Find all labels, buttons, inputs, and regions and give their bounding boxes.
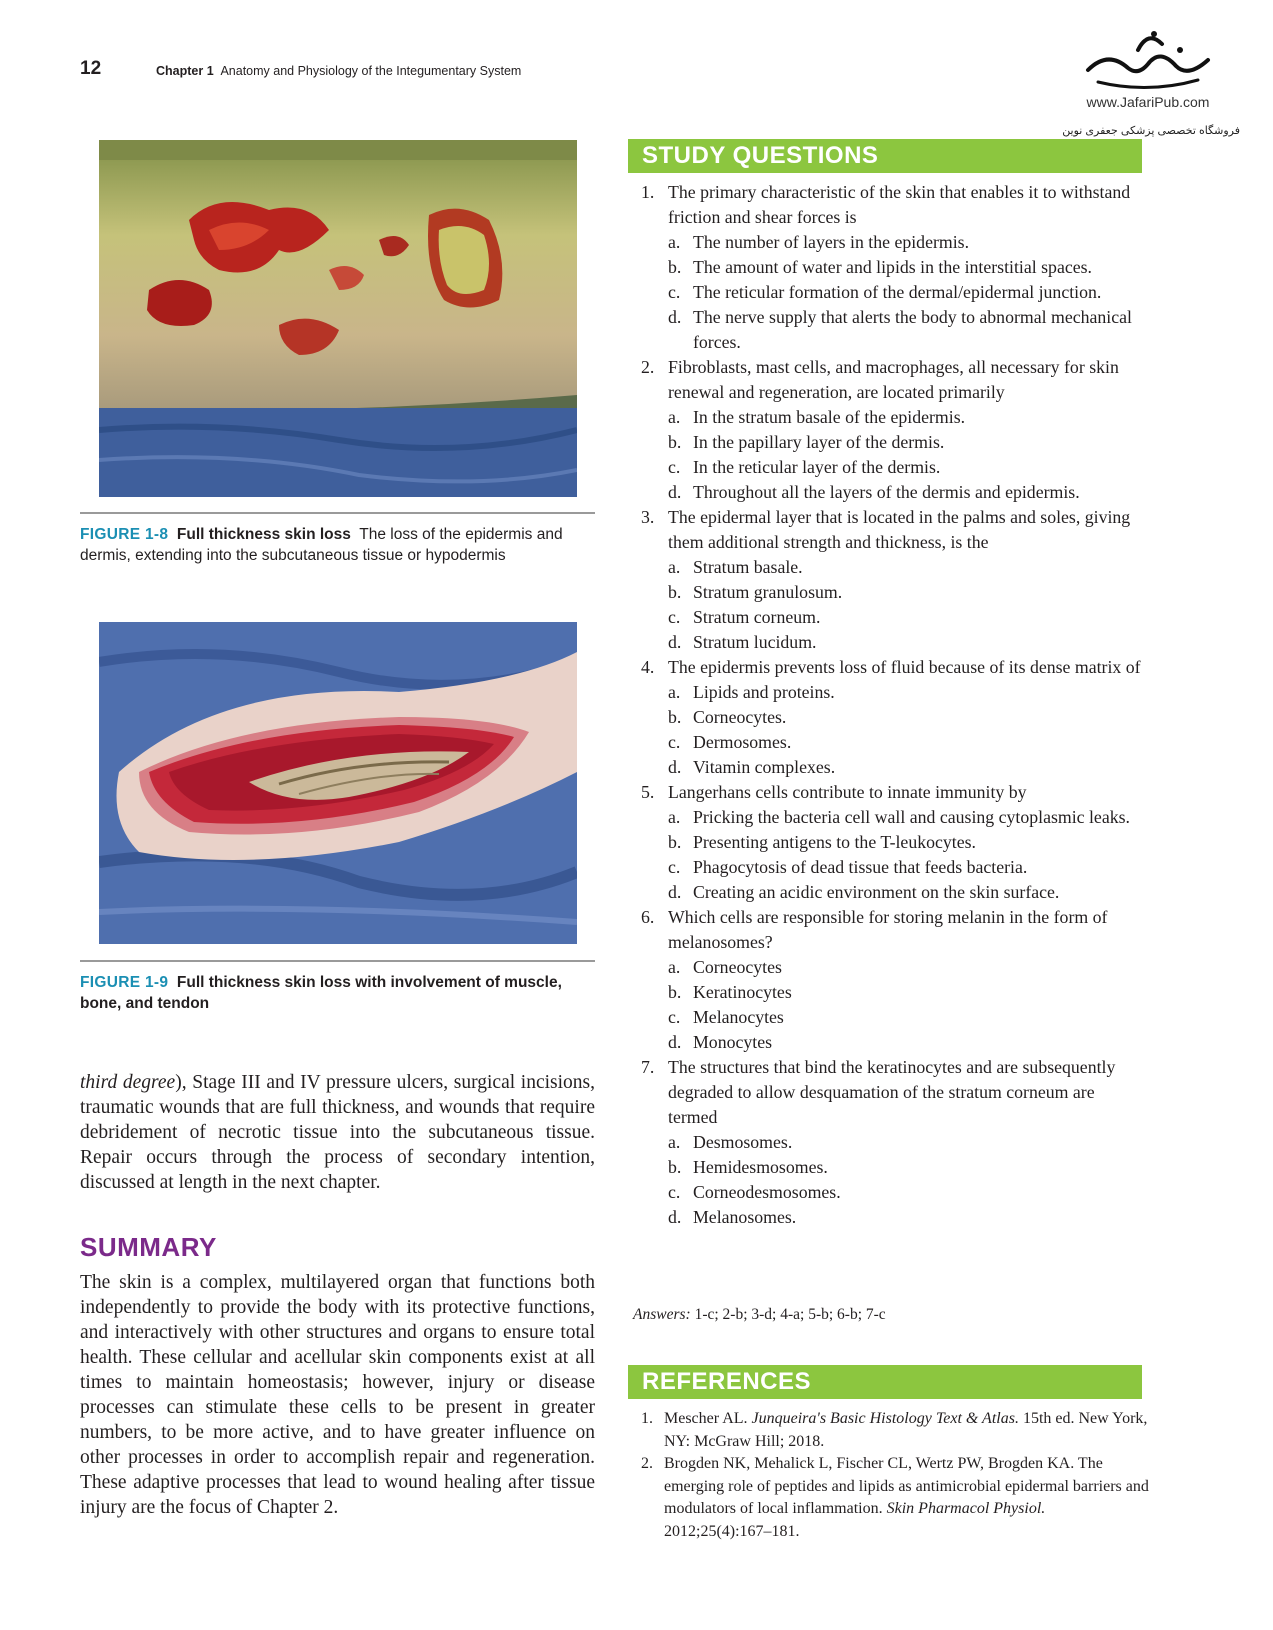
answer-option — [668, 1155, 1146, 1180]
answer-option — [668, 1130, 1146, 1155]
answer-option — [668, 680, 1146, 705]
question-item — [641, 180, 1146, 355]
references-heading: REFERENCES — [628, 1365, 1142, 1399]
study-questions-list — [641, 180, 1146, 1230]
option-letter: a. — [668, 232, 681, 252]
option-text: The amount of water and lipids in the interstitial spaces. — [693, 257, 1092, 277]
references-list — [641, 1408, 1151, 1543]
summary-paragraph: The skin is a complex, multilayered organ that functions both independently to provide the body with its protective functions, and interactively with other structures and organs to ensure total health. These cellular and acellular skin components exist at all times to maintain homeostasis; however, injury or disease processes can stimulate these cells to be present in greater numbers, to be more active, and to have greater influence on other processes in order to accomplish repair and regeneration. These adaptive processes that lead to wound healing after tissue injury are the focus of Chapter 2. — [80, 1272, 595, 1518]
option-letter: a. — [668, 407, 681, 427]
question-item — [641, 1055, 1146, 1230]
question-text: The epidermal layer that is located in the palms and soles, giving them additional strength and thickness, is the — [668, 507, 1131, 552]
option-letter: d. — [668, 1207, 682, 1227]
answer-option — [668, 955, 1146, 980]
answer-option — [668, 230, 1146, 255]
option-letter: b. — [668, 707, 682, 727]
option-text: Desmosomes. — [693, 1132, 793, 1152]
option-letter: b. — [668, 582, 682, 602]
answer-option — [668, 255, 1146, 280]
option-text: Corneocytes. — [693, 707, 787, 727]
figure-1-8-title: Full thickness skin loss — [176, 526, 351, 543]
option-letter: b. — [668, 982, 682, 1002]
option-letter: d. — [668, 1032, 682, 1052]
answer-option — [668, 755, 1146, 780]
answer-option — [668, 805, 1146, 830]
option-letter: d. — [668, 632, 682, 652]
question-text: The epidermis prevents loss of fluid because of its dense matrix of — [668, 657, 1141, 677]
figure-1-9-label: FIGURE 1-9 — [80, 974, 169, 991]
option-text: The reticular formation of the dermal/epidermal junction. — [693, 282, 1102, 302]
reference-number: 1. — [641, 1410, 653, 1427]
question-item — [641, 505, 1146, 655]
option-text: Throughout all the layers of the dermis and epidermis. — [693, 482, 1080, 502]
logo-url: www.JafariPub.com — [1086, 94, 1210, 110]
question-item — [641, 905, 1146, 1055]
question-number: 3. — [641, 507, 655, 527]
option-text: Stratum lucidum. — [693, 632, 817, 652]
option-text: Keratinocytes — [693, 982, 792, 1002]
answers-label: Answers: — [633, 1306, 691, 1323]
option-text: Phagocytosis of dead tissue that feeds bacteria. — [693, 857, 1028, 877]
option-letter: a. — [668, 957, 681, 977]
option-text: Corneocytes — [693, 957, 782, 977]
answer-option — [668, 855, 1146, 880]
reference-authors: Mescher AL. — [664, 1410, 748, 1427]
answer-option — [668, 580, 1146, 605]
option-text: Stratum granulosum. — [693, 582, 843, 602]
answer-option — [668, 305, 1146, 355]
answer-option — [668, 1030, 1146, 1055]
option-letter: d. — [668, 882, 682, 902]
option-text: In the papillary layer of the dermis. — [693, 432, 945, 452]
option-letter: a. — [668, 557, 681, 577]
option-text: Melanosomes. — [693, 1207, 797, 1227]
chapter-title: Anatomy and Physiology of the Integumentary System — [220, 64, 522, 78]
answer-option — [668, 605, 1146, 630]
answer-option — [668, 1180, 1146, 1205]
reference-number: 2. — [641, 1455, 653, 1472]
option-text: Vitamin complexes. — [693, 757, 836, 777]
question-text: The structures that bind the keratinocytes and are subsequently degraded to allow desquamation of the stratum corneum are termed — [668, 1057, 1116, 1127]
option-text: The number of layers in the epidermis. — [693, 232, 970, 252]
figure-1-8-photo — [99, 140, 577, 497]
question-text: The primary characteristic of the skin that enables it to withstand friction and shear forces is — [668, 182, 1131, 227]
option-letter: c. — [668, 607, 681, 627]
option-letter: c. — [668, 1182, 681, 1202]
option-text: Stratum corneum. — [693, 607, 821, 627]
option-text: Corneodesmosomes. — [693, 1182, 841, 1202]
option-text: Melanocytes — [693, 1007, 784, 1027]
option-letter: b. — [668, 1157, 682, 1177]
chapter-label: Chapter 1 — [156, 64, 214, 78]
option-letter: c. — [668, 282, 681, 302]
answer-option — [668, 830, 1146, 855]
question-item — [641, 355, 1146, 505]
figure-1-9-title: Full thickness skin loss with involvement of muscle, bone, and tendon — [80, 974, 562, 1012]
option-text: In the reticular layer of the dermis. — [693, 457, 941, 477]
option-text: Dermosomes. — [693, 732, 792, 752]
figure-1-8-description: The loss of the epidermis and dermis, extending into the subcutaneous tissue or hypodermis — [80, 526, 563, 564]
answer-option — [668, 405, 1146, 430]
option-text: In the stratum basale of the epidermis. — [693, 407, 966, 427]
option-letter: c. — [668, 1007, 681, 1027]
option-letter: c. — [668, 857, 681, 877]
answer-option — [668, 980, 1146, 1005]
question-item — [641, 780, 1146, 905]
figure-1-8-caption — [80, 524, 600, 566]
answers-values: 1-c; 2-b; 3-d; 4-a; 5-b; 6-b; 7-c — [694, 1306, 886, 1323]
answer-option — [668, 705, 1146, 730]
answer-option — [668, 455, 1146, 480]
option-letter: b. — [668, 432, 682, 452]
option-text: Pricking the bacteria cell wall and causing cytoplasmic leaks. — [693, 807, 1130, 827]
answer-option — [668, 480, 1146, 505]
logo-tagline: فروشگاه تخصصی پزشکی جعفری نوین — [1062, 125, 1240, 137]
body-lead-italic: third degree — [80, 1072, 176, 1093]
study-questions-heading: STUDY QUESTIONS — [628, 139, 1142, 173]
running-head — [156, 64, 521, 78]
reference-item — [641, 1408, 1151, 1453]
option-letter: a. — [668, 807, 681, 827]
option-letter: a. — [668, 1132, 681, 1152]
figure-1-8-rule — [80, 512, 595, 514]
answers-line — [633, 1306, 886, 1324]
question-number: 1. — [641, 182, 655, 202]
option-text: Monocytes — [693, 1032, 773, 1052]
option-text: Creating an acidic environment on the skin surface. — [693, 882, 1060, 902]
question-text: Langerhans cells contribute to innate immunity by — [668, 782, 1027, 802]
body-continuation: ), Stage III and IV pressure ulcers, surgical incisions, traumatic wounds that are full thickness, and wounds that require debridement of necrotic tissue into the subcutaneous tissue. Repair occurs through the process of secondary intention, discussed at length in the next chapter. — [80, 1072, 596, 1193]
question-text: Which cells are responsible for storing melanin in the form of melanosomes? — [668, 907, 1108, 952]
question-number: 5. — [641, 782, 655, 802]
option-text: Lipids and proteins. — [693, 682, 835, 702]
figure-1-9-rule — [80, 960, 595, 962]
summary-text — [80, 1270, 595, 1520]
option-text: The nerve supply that alerts the body to abnormal mechanical forces. — [693, 307, 1132, 352]
answer-option — [668, 630, 1146, 655]
answer-option — [668, 555, 1146, 580]
reference-title: Junqueira's Basic Histology Text & Atlas. — [751, 1410, 1019, 1427]
option-letter: a. — [668, 682, 681, 702]
question-number: 7. — [641, 1057, 655, 1077]
option-letter: c. — [668, 457, 681, 477]
answer-option — [668, 430, 1146, 455]
option-letter: b. — [668, 257, 682, 277]
reference-item — [641, 1453, 1151, 1543]
option-text: Hemidesmosomes. — [693, 1157, 828, 1177]
option-text: Presenting antigens to the T-leukocytes. — [693, 832, 976, 852]
option-letter: c. — [668, 732, 681, 752]
answer-option — [668, 1005, 1146, 1030]
option-letter: d. — [668, 757, 682, 777]
answer-option — [668, 1205, 1146, 1230]
option-letter: b. — [668, 832, 682, 852]
question-item — [641, 655, 1146, 780]
answer-option — [668, 280, 1146, 305]
question-number: 4. — [641, 657, 655, 677]
publisher-logo — [1068, 20, 1228, 100]
figure-1-9-photo — [99, 622, 577, 944]
page-number: 12 — [80, 58, 102, 79]
question-number: 6. — [641, 907, 655, 927]
answer-option — [668, 880, 1146, 905]
summary-heading: SUMMARY — [80, 1232, 217, 1262]
option-letter: d. — [668, 482, 682, 502]
figure-1-9-caption — [80, 972, 600, 1014]
reference-title: Skin Pharmacol Physiol. — [886, 1500, 1046, 1517]
question-text: Fibroblasts, mast cells, and macrophages, all necessary for skin renewal and regeneration, are located primarily — [668, 357, 1119, 402]
figure-1-8-label: FIGURE 1-8 — [80, 526, 169, 543]
body-paragraph — [80, 1070, 595, 1195]
option-text: Stratum basale. — [693, 557, 803, 577]
reference-details: 15th ed. New York, NY: McGraw Hill; 2018. — [664, 1410, 1148, 1450]
reference-details: 2012;25(4):167–181. — [664, 1522, 800, 1540]
answer-option — [668, 730, 1146, 755]
question-number: 2. — [641, 357, 655, 377]
reference-authors: Brogden NK, Mehalick L, Fischer CL, Wertz PW, Brogden KA. The emerging role of peptides and lipids as antimicrobial epidermal barriers and modulators of local inflammation. — [664, 1455, 1149, 1517]
option-letter: d. — [668, 307, 682, 327]
